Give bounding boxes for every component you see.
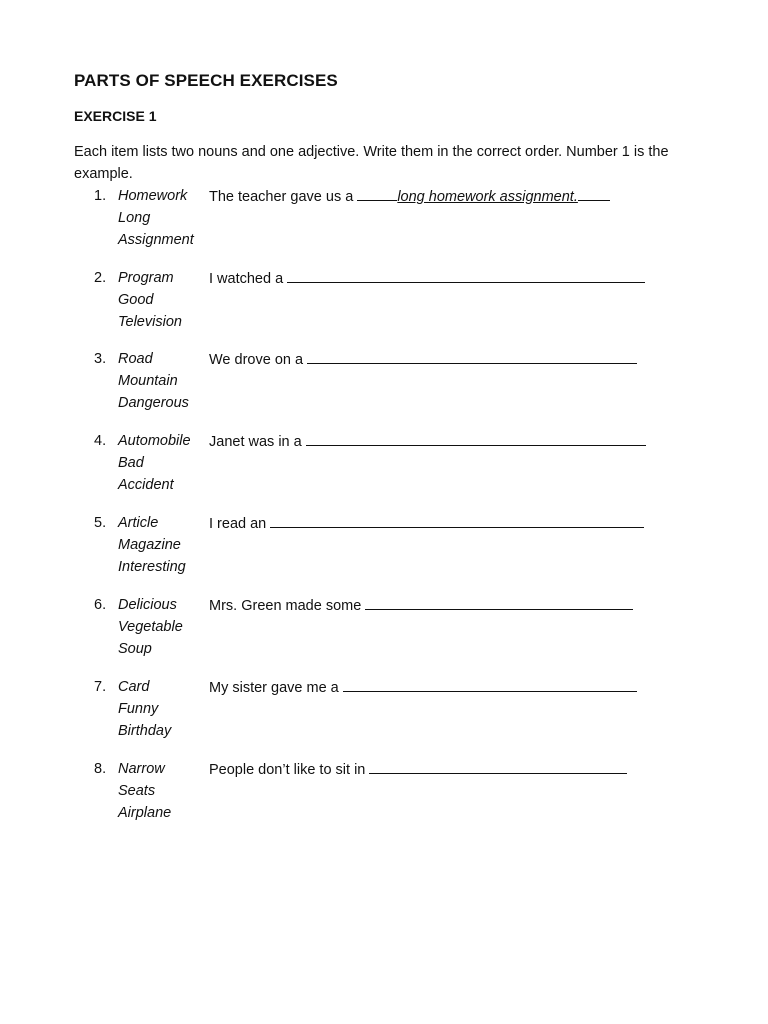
sentence-line <box>209 185 610 208</box>
word: Road <box>118 351 153 367</box>
item-number: 3. <box>94 351 107 367</box>
word: Mountain <box>118 373 178 389</box>
sentence-line <box>209 594 633 617</box>
word-list <box>118 758 208 824</box>
word: Airplane <box>118 805 172 821</box>
answer-blank[interactable] <box>365 594 633 610</box>
sentence-line <box>209 267 645 290</box>
word: Assignment <box>118 232 194 248</box>
word: Seats <box>118 783 156 799</box>
item-number: 6. <box>94 597 107 613</box>
answer-blank[interactable] <box>307 348 637 364</box>
word: Dangerous <box>118 395 189 411</box>
exercise-item <box>0 348 768 418</box>
word: Vegetable <box>118 619 183 635</box>
sentence-prompt: My sister gave me a <box>209 680 339 696</box>
word: Good <box>118 292 154 308</box>
exercise-item <box>0 758 768 828</box>
exercise-item <box>0 512 768 582</box>
exercise-item <box>0 676 768 746</box>
example-answer: long homework assignment. <box>397 189 578 205</box>
sentence-line <box>209 348 637 371</box>
word: Narrow <box>118 761 165 777</box>
word: Automobile <box>118 433 191 449</box>
word-list <box>118 594 208 660</box>
word: Magazine <box>118 537 181 553</box>
word: Homework <box>118 188 188 204</box>
sentence-prompt: I watched a <box>209 271 284 287</box>
item-number: 1. <box>94 188 107 204</box>
word: Interesting <box>118 559 186 575</box>
sentence-line <box>209 758 627 781</box>
word: Delicious <box>118 597 177 613</box>
item-number: 2. <box>94 270 107 286</box>
sentence-line <box>209 430 646 453</box>
sentence-prompt: Janet was in a <box>209 434 302 450</box>
word: Funny <box>118 701 159 717</box>
answer-blank[interactable] <box>306 430 646 446</box>
word: Article <box>118 515 159 531</box>
sentence-prompt: I read an <box>209 516 267 532</box>
exercise-item <box>0 594 768 664</box>
word: Television <box>118 314 182 330</box>
instructions-text: Each item lists two nouns and one adjective. Write them in the correct order. Number 1 is the example. <box>74 144 669 182</box>
item-number: 8. <box>94 761 107 777</box>
word-list <box>118 676 208 742</box>
word: Soup <box>118 641 152 657</box>
sentence-line <box>209 512 644 535</box>
word: Program <box>118 270 174 286</box>
item-number: 4. <box>94 433 107 449</box>
sentence-line <box>209 676 637 699</box>
word: Accident <box>118 477 174 493</box>
sentence-prompt: We drove on a <box>209 352 304 368</box>
exercise-item <box>0 430 768 500</box>
word-list <box>118 512 208 578</box>
sentence-prompt: Mrs. Green made some <box>209 598 362 614</box>
item-number: 7. <box>94 679 107 695</box>
answer-blank[interactable] <box>369 758 627 774</box>
word: Bad <box>118 455 144 471</box>
sentence-prompt: The teacher gave us a <box>209 189 354 205</box>
word-list <box>118 267 208 333</box>
answer-blank-trail <box>578 185 610 201</box>
exercise-item <box>0 185 768 255</box>
word: Long <box>118 210 151 226</box>
answer-blank[interactable] <box>270 512 644 528</box>
exercise-heading: EXERCISE 1 <box>74 108 157 124</box>
answer-blank[interactable] <box>343 676 637 692</box>
answer-blank-lead <box>357 185 397 201</box>
word: Card <box>118 679 150 695</box>
page-title: PARTS OF SPEECH EXERCISES <box>74 71 338 90</box>
item-number: 5. <box>94 515 107 531</box>
word: Birthday <box>118 723 172 739</box>
exercise-item <box>0 267 768 337</box>
sentence-prompt: People don’t like to sit in <box>209 762 366 778</box>
word-list <box>118 430 208 496</box>
word-list <box>118 185 208 251</box>
word-list <box>118 348 208 414</box>
answer-blank[interactable] <box>287 267 645 283</box>
